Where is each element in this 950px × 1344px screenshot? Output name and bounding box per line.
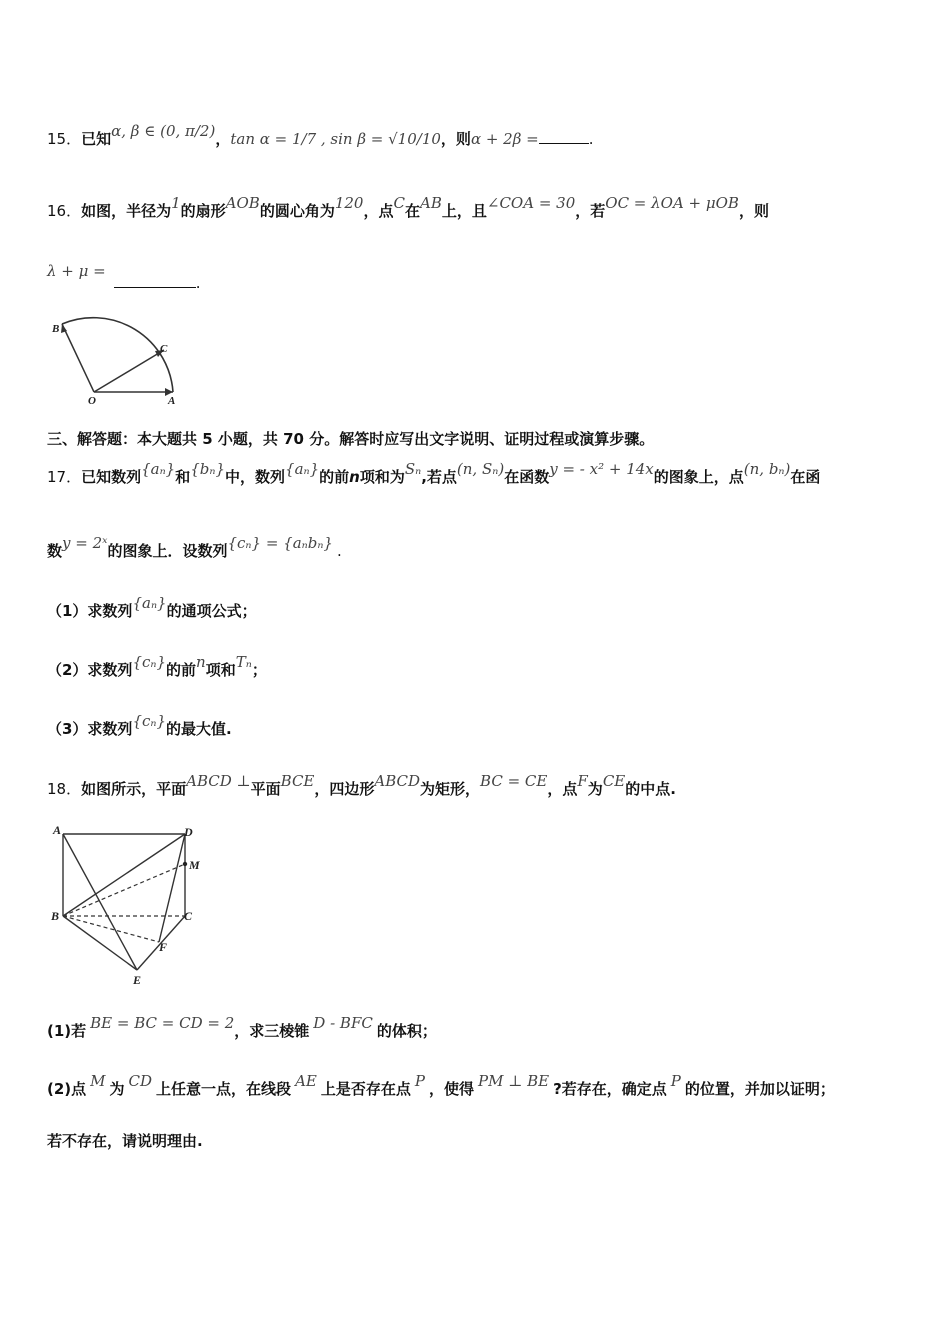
- label-c: C: [184, 909, 193, 923]
- label-c: C: [160, 343, 168, 355]
- q16-vector-eq: OC = λOA + μOB: [605, 194, 739, 212]
- q15-math-target: α + 2β =: [470, 130, 539, 148]
- q17-cn-def: {cₙ} = {aₙbₙ}: [227, 534, 333, 552]
- label-a: A: [53, 823, 62, 837]
- edge-df: [159, 834, 185, 942]
- q17-part-2: （2）求数列{cₙ}的前n项和Tₙ；: [47, 653, 267, 679]
- q15-number: 15．: [47, 130, 82, 148]
- label-m: M: [189, 858, 200, 872]
- label-o: O: [88, 395, 96, 405]
- q18-part-2: (2)点 M 为 CD 上任意一点，在线段 AE 上是否存在点 P ，使得 PM ⊥ BE ?若存在，确定点 P 的位置，并加以证明；: [47, 1072, 835, 1098]
- edge-bd: [63, 834, 185, 916]
- label-d: D: [184, 825, 193, 839]
- q15-line: 15．已知α, β ∈ (0, π/2)，tan α = 1/7 , sin β = √10/10，则α + 2β = .: [47, 122, 594, 148]
- q17-line-2: 数y = 2ˣ的图象上．设数列{cₙ} = {aₙbₙ} .: [47, 534, 342, 560]
- label-a: A: [168, 395, 176, 405]
- q17-part-3: （3）求数列{cₙ}的最大值.: [47, 712, 232, 738]
- edge-be: [63, 916, 137, 970]
- label-b: B: [51, 909, 60, 923]
- section-3-heading: 三、解答题：本大题共 5 小题，共 70 分。解答时应写出文字说明、证明过程或演算步骤。: [47, 430, 655, 448]
- q18-solid-figure: [45, 822, 210, 992]
- edge-ae: [63, 834, 137, 970]
- label-b: B: [52, 323, 60, 335]
- q18-line-1: 18．如图所示，平面ABCD ⊥平面BCE，四边形ABCD为矩形，BC = CE，点F为CE的中点.: [47, 772, 676, 798]
- label-f: F: [159, 940, 168, 954]
- q16-sector-figure: [42, 310, 182, 405]
- q16-number: 16．: [47, 202, 82, 220]
- q16-arc-ab: AB: [420, 194, 442, 212]
- q17-part-1: （1）求数列{aₙ}的通项公式；: [47, 594, 257, 620]
- q18-number: 18．: [47, 780, 82, 798]
- q17-line-1: 17．已知数列{aₙ}和{bₙ}中，数列{aₙ}的前n项和为Sₙ,若点(n, Sₙ)在函数y = - x² + 14x的图象上，点(n, bₙ)在函: [47, 460, 821, 486]
- q18-part-1: (1)若 BE = BC = CD = 2，求三棱锥 D - BFC 的体积；: [47, 1014, 437, 1040]
- q15-math-given: tan α = 1/7 , sin β = √10/10: [230, 130, 441, 148]
- label-e: E: [133, 973, 142, 987]
- hidden-bf: [63, 916, 159, 942]
- q18-part-2-cont: 若不存在，请说明理由.: [47, 1132, 203, 1150]
- q16-line-1: 16．如图，半径为1的扇形AOB的圆心角为120，点C在AB上，且∠COA = 30，若OC = λOA + μOB，则: [47, 194, 769, 220]
- q15-math-domain: α, β ∈ (0, π/2): [111, 122, 216, 140]
- q16-line-2: λ + μ =.: [47, 262, 201, 292]
- segment-oc: [94, 350, 164, 392]
- q15-answer-blank[interactable]: [539, 143, 589, 144]
- segment-ob: [62, 324, 94, 392]
- q16-answer-blank[interactable]: [114, 287, 196, 288]
- q17-function: y = - x² + 14x: [549, 460, 654, 478]
- point-m: [183, 862, 187, 866]
- q17-number: 17．: [47, 468, 82, 486]
